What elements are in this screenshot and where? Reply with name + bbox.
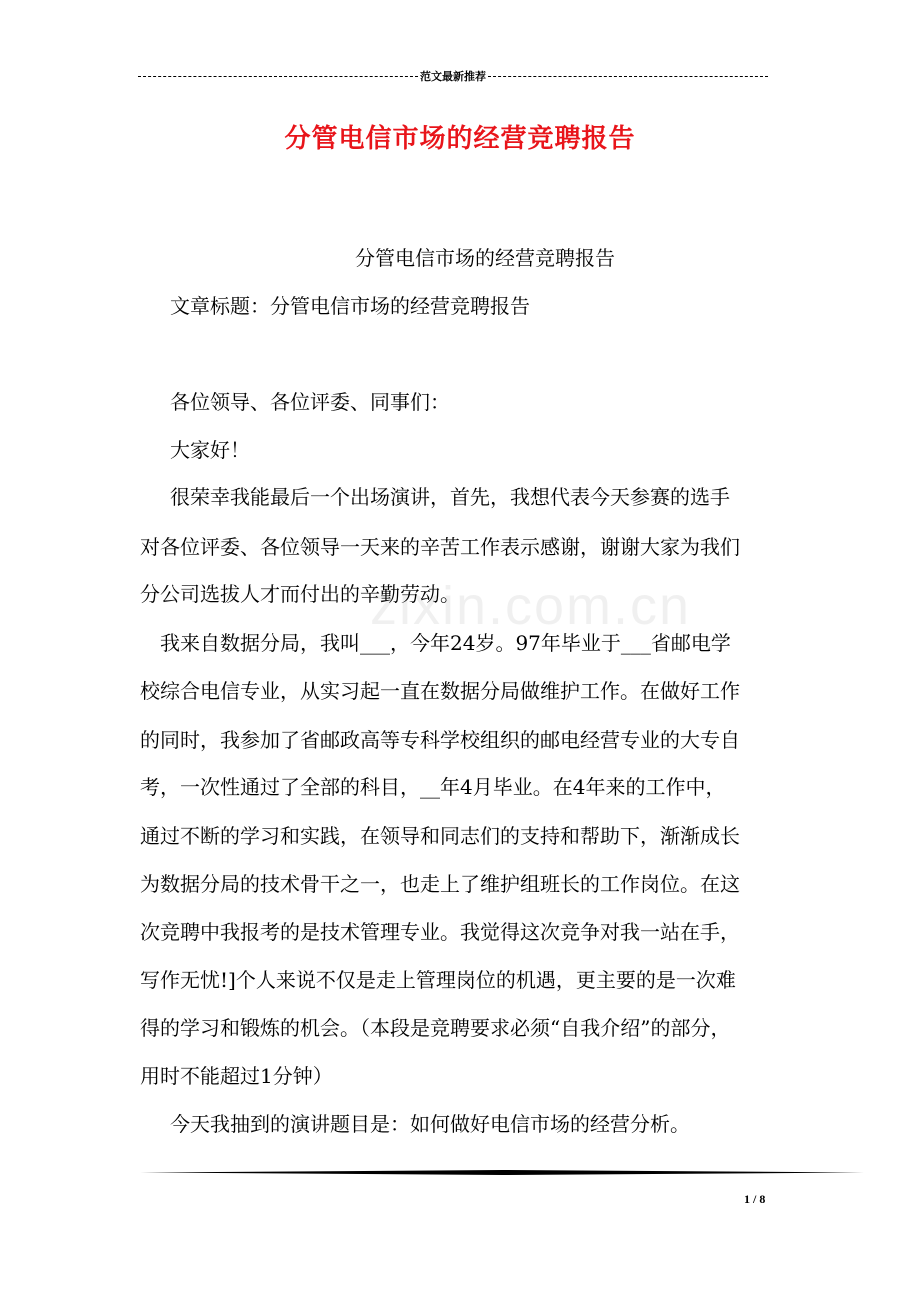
para2-line: 我来自数据分局，我叫___，今年24岁。97年毕业于___省邮电学 bbox=[160, 631, 731, 655]
header-label: 范文最新推荐 bbox=[420, 70, 486, 83]
para2-line: 为数据分局的技术骨干之一，也走上了维护组班长的工作岗位。在这 bbox=[140, 872, 740, 896]
header-dash-left bbox=[138, 76, 418, 77]
article-title-line: 文章标题：分管电信市场的经营竞聘报告 bbox=[170, 294, 530, 318]
para2-line: 通过不断的学习和实践，在领导和同志们的支持和帮助下，渐渐成长 bbox=[140, 824, 740, 848]
para2-line: 次竞聘中我报考的是技术管理专业。我觉得这次竞争对我一站在手， bbox=[140, 920, 740, 944]
greeting: 各位领导、各位评委、同事们： bbox=[170, 390, 450, 414]
page-header bbox=[138, 68, 768, 84]
document-title: 分管电信市场的经营竞聘报告 bbox=[284, 124, 636, 154]
para2-line: 用时不能超过1分钟） bbox=[140, 1064, 333, 1088]
para2-line: 校综合电信专业，从实习起一直在数据分局做维护工作。在做好工作 bbox=[140, 679, 740, 703]
header-dash-right bbox=[488, 76, 768, 77]
article-subtitle: 分管电信市场的经营竞聘报告 bbox=[355, 246, 615, 270]
para2-line: 考，一次性通过了全部的科目，__年4月毕业。在4年来的工作中， bbox=[140, 775, 726, 799]
para1-line: 很荣幸我能最后一个出场演讲，首先，我想代表今天参赛的选手 bbox=[170, 485, 730, 509]
para2-line: 得的学习和锻炼的机会。（本段是竞聘要求必须“自我介绍”的部分， bbox=[140, 1016, 731, 1040]
para3: 今天我抽到的演讲题目是：如何做好电信市场的经营分析。 bbox=[170, 1112, 690, 1136]
footer-rule bbox=[140, 1170, 864, 1175]
page-number: 1 / 8 bbox=[744, 1192, 766, 1206]
para1-line: 分公司选拔人才而付出的辛勤劳动。 bbox=[140, 582, 460, 606]
para2-line: 写作无忧!]个人来说不仅是走上管理岗位的机遇，更主要的是一次难 bbox=[140, 968, 736, 992]
para2-line: 的同时，我参加了省邮政高等专科学校组织的邮电经营专业的大专自 bbox=[140, 728, 740, 752]
para1-line: 对各位评委、各位领导一天来的辛苦工作表示感谢，谢谢大家为我们 bbox=[140, 535, 740, 559]
hello: 大家好！ bbox=[170, 438, 250, 462]
watermark: zixin.com.cn bbox=[370, 576, 692, 636]
